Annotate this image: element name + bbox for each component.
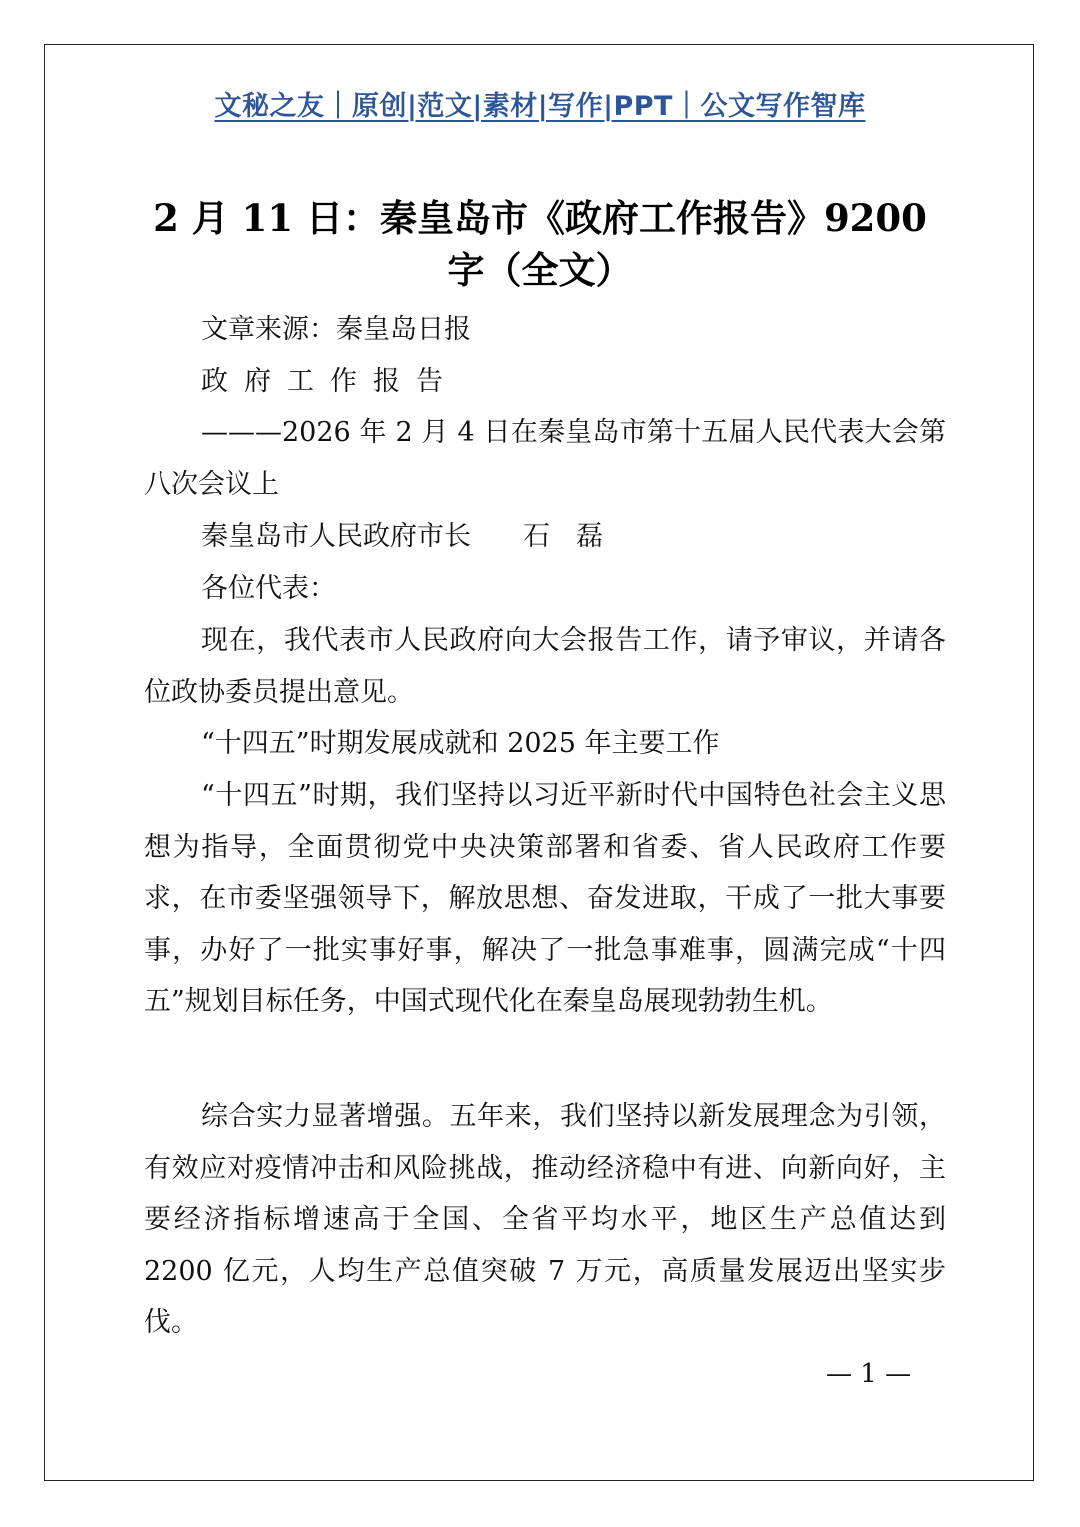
paragraph-intro: 现在，我代表市人民政府向大会报告工作，请予审议，并请各位政协委员提出意见。 xyxy=(144,625,946,708)
mayor-name: 石磊 xyxy=(523,521,629,552)
greeting: 各位代表： xyxy=(201,573,336,604)
mayor-line xyxy=(144,511,946,563)
paragraph-strength: 综合实力显著增强。五年来，我们坚持以新发展理念为引领，有效应对疫情冲击和风险挑战，推动经济稳中有进、向新向好，主要经济指标增速高于全国、全省平均水平，地区生产总值达到 2200 亿元，人均生产总值突破 7 万元，高质量发展迈出坚实步伐。 xyxy=(144,1101,946,1339)
header-banner-link[interactable]: 文秘之友｜原创|范文|素材|写作|PPT｜公文写作智库 xyxy=(214,91,866,122)
report-title-text: 政府工作报告 xyxy=(201,366,459,397)
paragraph-achievements: “十四五”时期，我们坚持以习近平新时代中国特色社会主义思想为指导，全面贯彻党中央决策部署和省委、省人民政府工作要求，在市委坚强领导下，解放思想、奋发进取，干成了一批大事要事，办好了一批实事好事，解决了一批急事难事，圆满完成“十四五”规划目标任务，中国式现代化在秦皇岛展现勃勃生机。 xyxy=(144,780,946,1018)
section-heading: “十四五”时期发展成就和 2025 年主要工作 xyxy=(201,728,720,759)
document-title: 2 月 11 日：秦皇岛市《政府工作报告》9200 字（全文） xyxy=(153,196,927,292)
report-title xyxy=(144,356,946,408)
page-number: — 1 — xyxy=(826,1359,912,1389)
mayor-label: 秦皇岛市人民政府市长 xyxy=(201,521,471,552)
report-subtitle: ———2026 年 2 月 4 日在秦皇岛市第十五届人民代表大会第八次会议上 xyxy=(144,417,946,500)
article-source: 文章来源：秦皇岛日报 xyxy=(201,314,471,345)
